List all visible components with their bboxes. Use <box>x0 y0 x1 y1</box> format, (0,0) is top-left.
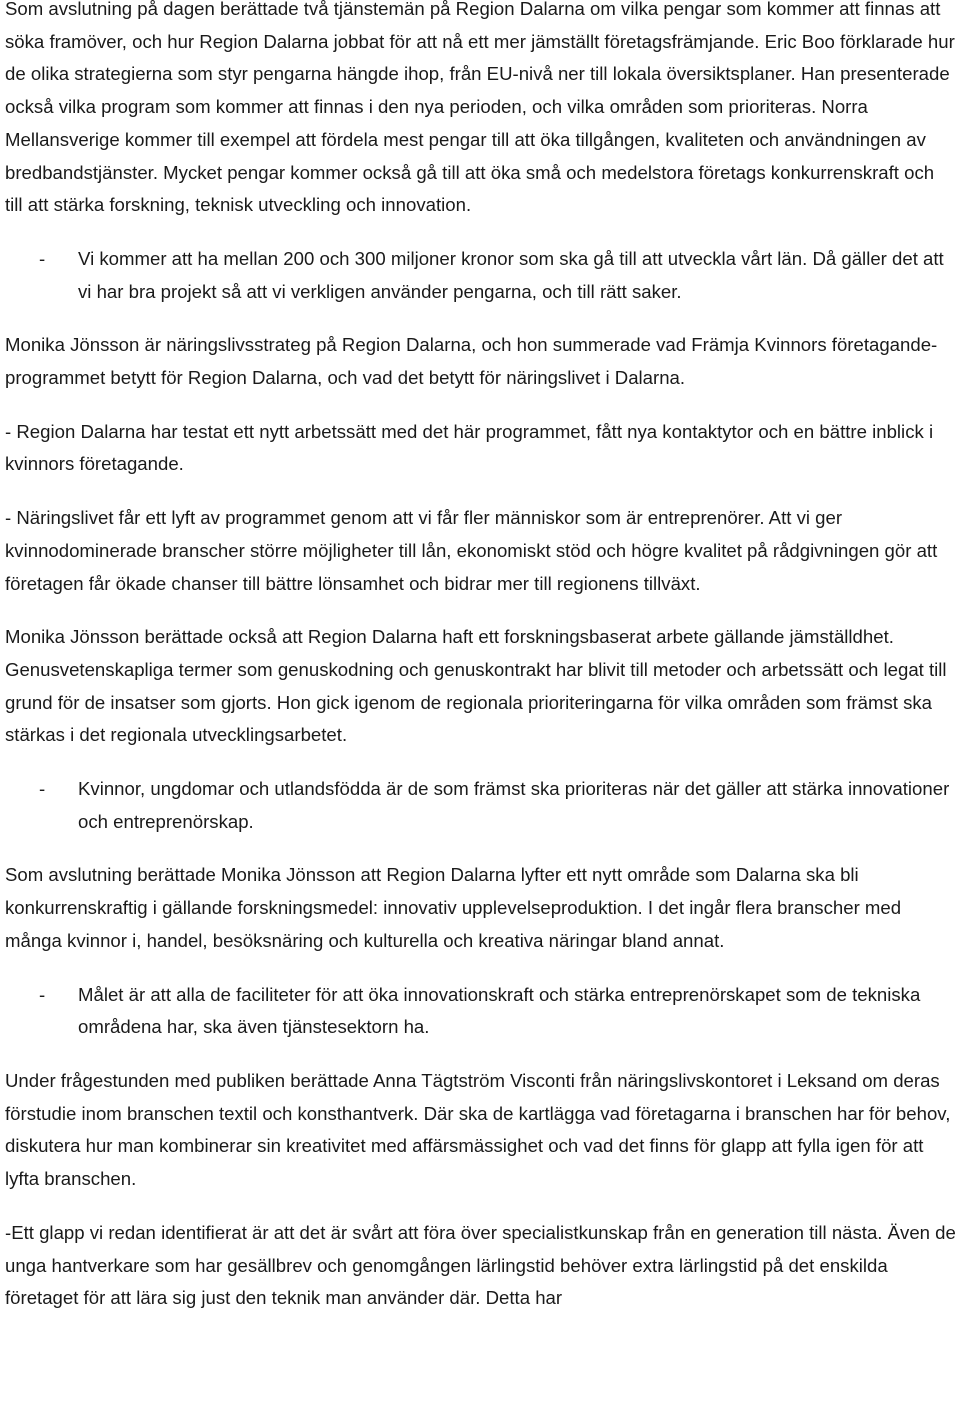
paragraph-spacer <box>5 958 956 979</box>
bullet-text: Målet är att alla de faciliteter för att öka innovationskraft och stärka entreprenörskapet som de tekniska områdena har, ska även tjänstesektorn ha. <box>78 983 921 1038</box>
paragraph-spacer <box>5 395 956 416</box>
quote-bullet-priorities <box>5 773 956 838</box>
paragraph-experience-production: Som avslutning berättade Monika Jönsson att Region Dalarna lyfter ett nytt område som Dalarna ska bli konkurrenskraftig i gällande forskningsmedel: innovativ upplevelseproduktion. I det ingår flera branscher med många kvinnor i, handel, besöksnäring och kulturella och kreativa näringar bland annat. <box>5 864 902 951</box>
paragraph-spacer <box>5 752 956 773</box>
quote-bullet-funding <box>5 243 956 308</box>
paragraph-spacer <box>5 1196 956 1217</box>
paragraph-spacer <box>5 838 956 859</box>
paragraph-monika-jonsson-intro: Monika Jönsson är näringslivsstrateg på Region Dalarna, och hon summerade vad Främja Kvinnors företagande-programmet betytt för Region Dalarna, och vad det betytt för näringslivet i Dalarna. <box>5 334 938 389</box>
bullet-text: Vi kommer att ha mellan 200 och 300 miljoner kronor som ska gå till att utveckla vårt län. Då gäller det att vi har bra projekt så att vi verkligen använder pengarna, och till rätt saker. <box>78 247 944 302</box>
paragraph-spacer <box>5 222 956 243</box>
paragraph-quote-business-lift: - Näringslivet får ett lyft av programmet genom att vi får fler människor som är entreprenörer. Att vi ger kvinnodominerade branscher större möjligheter till lån, ekonomiskt stöd och högre kvalitet på rådgivningen gör att företagen får ökade chanser till bättre lönsamhet och bidrar mer till regionens tillväxt. <box>5 507 938 594</box>
paragraph-spacer <box>5 1044 956 1065</box>
paragraph-spacer <box>5 481 956 502</box>
bullet-dash: - <box>39 983 46 1005</box>
paragraph-spacer <box>5 308 956 329</box>
bullet-text: Kvinnor, ungdomar och utlandsfödda är de som främst ska prioriteras när det gäller att stärka innovationer och entreprenörskap. <box>78 778 950 832</box>
paragraph-question-session: Under frågestunden med publiken berättade Anna Tägtström Visconti från näringslivskontoret i Leksand om deras förstudie inom branschen textil och konsthantverk. Där ska de kartlägga vad företagarna i branschen har för behov, diskutera hur man kombinerar sin kreativitet med affärsmässighet och vad det finns för glapp att fylla igen för att lyfta branschen. <box>5 1069 951 1190</box>
paragraph-quote-region-tested: - Region Dalarna har testat ett nytt arbetssätt med det här programmet, fått nya kontaktytor och en bättre inblick i kvinnors företagande. <box>5 420 934 475</box>
bullet-dash: - <box>39 247 46 269</box>
bullet-dash: - <box>39 778 46 800</box>
quote-bullet-innovation-goal <box>5 979 956 1044</box>
paragraph-quote-knowledge-gap: -Ett glapp vi redan identifierat är att det är svårt att föra över specialistkunskap från en generation till nästa. Även de unga hantverkare som har gesällbrev och genomgången lärlingstid behöver extra lärlingstid på det enskilda företaget för att lära sig just den teknik man använder där. Detta har <box>5 1221 956 1309</box>
paragraph-spacer <box>5 600 956 621</box>
paragraph-research-based-work: Monika Jönsson berättade också att Region Dalarna haft ett forskningsbaserat arbete gällande jämställdhet. Genusvetenskapliga termer som genuskodning och genuskontrakt har blivit till metoder och arbetssätt och legat till grund för de insatser som gjorts. Hon gick igenom de regionala prioriteringarna för vilka områden som främst ska stärkas i det regionala utvecklingsarbetet. <box>5 626 947 746</box>
paragraph-region-dalarna-funding: Som avslutning på dagen berättade två tjänstemän på Region Dalarna om vilka pengar som kommer att finnas att söka framöver, och hur Region Dalarna jobbat för att nå ett mer jämställt företagsfrämjande. Eric Boo förklarade hur de olika strategierna som styr pengarna hängde ihop, från EU-nivå ner till lokala översiktsplaner. Han presenterade också vilka program som kommer att finnas i den nya perioden, och vilka områden som prioriteras. Norra Mellansverige kommer till exempel att fördela mest pengar till att öka tillgången, kvaliteten och användningen av bredbandstjänster. Mycket pengar kommer också gå till att öka små och medelstora företags konkurrenskraft och till att stärka forskning, teknisk utveckling och innovation. <box>5 0 955 216</box>
